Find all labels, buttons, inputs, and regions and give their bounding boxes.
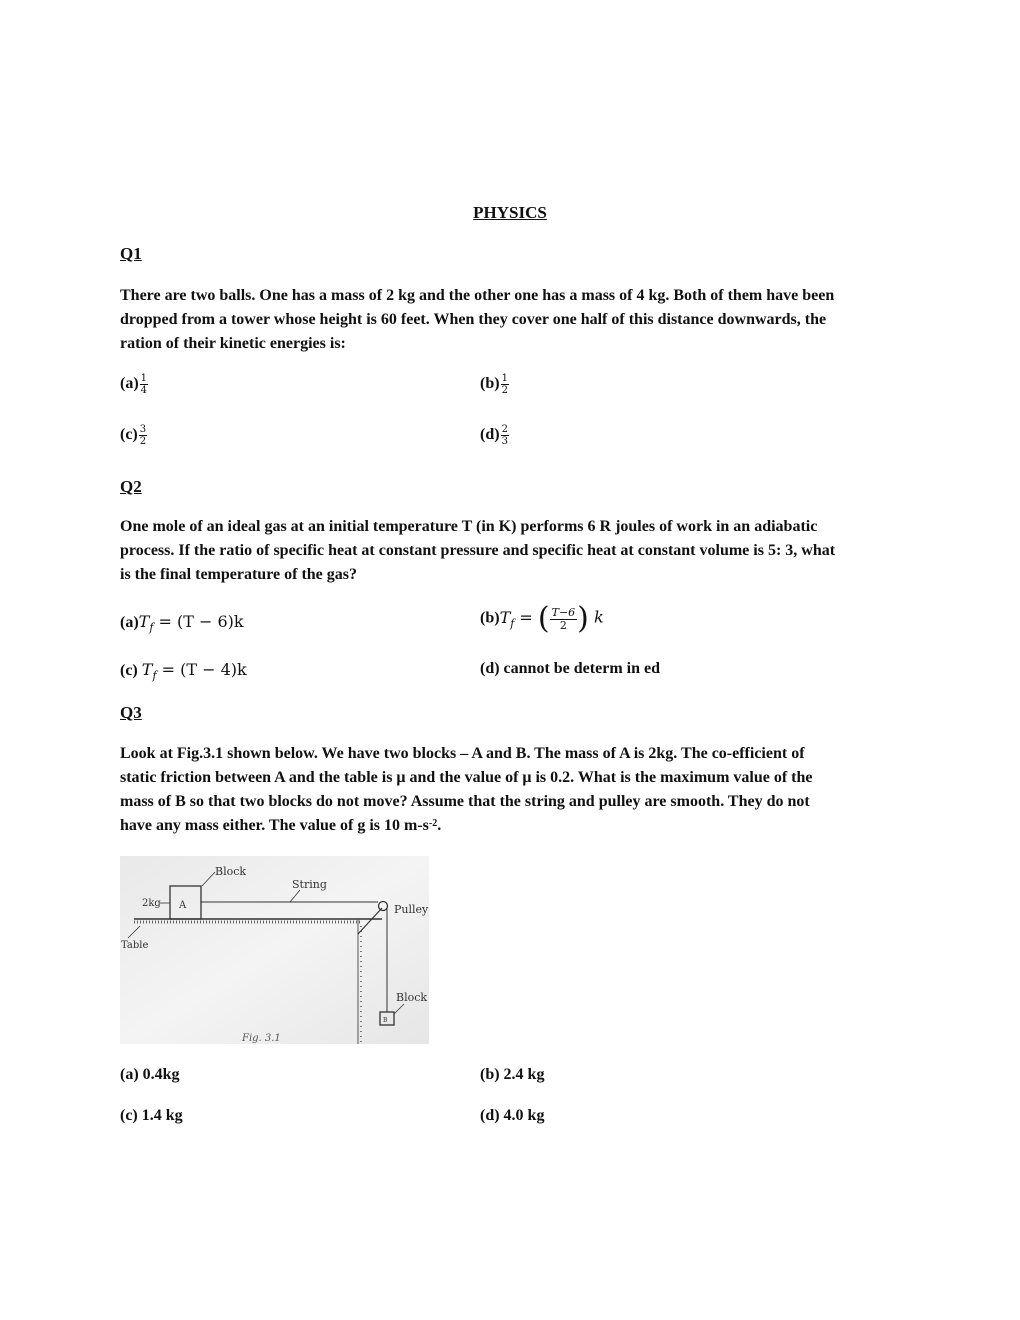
q1-option-d (480, 424, 509, 447)
q2-option-c (120, 660, 247, 682)
formula: $T_f = (T - 6)k$ (138, 612, 244, 635)
q2-text (120, 515, 900, 587)
label-block-b: Block (396, 991, 428, 1004)
q2-line: process. If the ratio of specific heat at constant pressure and specific heat at constant volume is 5: 3, what (120, 542, 836, 559)
label-table: Table (121, 940, 149, 951)
q3-line: Look at Fig.3.1 shown below. We have two blocks – A and B. The mass of A is 2kg. The co-efficient of (120, 745, 805, 762)
block-a-label: A (179, 900, 187, 911)
figure-caption: Fig. 3.1 (242, 1033, 281, 1044)
option-label: (a) (120, 375, 139, 393)
q2-heading: Q2 (120, 477, 142, 496)
q3-option-c: (c) 1.4 kg (120, 1107, 183, 1124)
q3-line: static friction between A and the table is μ and the value of μ is 0.2. What is the maximum value of the (120, 769, 813, 786)
option-label: (c) (120, 662, 142, 679)
formula: $T_f$ = (499, 607, 538, 630)
q3-option-d: (d) 4.0 kg (480, 1107, 545, 1124)
q1-line: ration of their kinetic energies is: (120, 335, 346, 352)
fraction: $\frac{1}{4}$ (140, 373, 148, 396)
block-b-letter: B (383, 1017, 388, 1024)
option-label: (d) (480, 426, 500, 444)
q3-option-a: (a) 0.4kg (120, 1066, 180, 1083)
q2-option-a (120, 612, 244, 634)
figure-3-1 (120, 856, 429, 1044)
label-pulley: Pulley (394, 903, 429, 916)
label-string: String (292, 878, 327, 891)
q3-text (120, 742, 900, 838)
q1-option-a (120, 373, 148, 396)
q2-line: One mole of an ideal gas at an initial temperature T (in K) performs 6 R joules of work in an adiabatic (120, 518, 818, 535)
figure-background (120, 856, 429, 1044)
q3-line: have any mass either. The value of g is 10 $m-s^{-2}$. (120, 817, 442, 834)
q1-heading: Q1 (120, 244, 142, 263)
q1-line: There are two balls. One has a mass of 2 kg and the other one has a mass of 4 kg. Both of them have been (120, 287, 835, 304)
q1-line: dropped from a tower whose height is 60 feet. When they cover one half of this distance downwards, the (120, 311, 827, 328)
q1-text (120, 284, 900, 356)
q3-option-b: (b) 2.4 kg (480, 1066, 545, 1083)
q1-option-c (120, 424, 147, 447)
q2-option-b: $(b)T_f$ = ( $\frac{T-6}{2}$ ) k (480, 601, 604, 636)
fraction: $\frac{1}{2}$ (501, 373, 508, 396)
option-label: (b) (480, 375, 500, 393)
q3-heading: Q3 (120, 703, 142, 722)
fraction: $\frac{2}{3}$ (501, 424, 508, 447)
fraction: $\frac{T-6}{2}$ (551, 605, 576, 632)
fraction: $\frac{3}{2}$ (139, 424, 147, 447)
option-label: (a) (120, 614, 139, 631)
option-label: (c) (120, 426, 138, 444)
label-block: Block (215, 865, 247, 878)
page-title: PHYSICS (473, 203, 547, 222)
q2-line: is the final temperature of the gas? (120, 566, 357, 583)
formula: $T_f = (T - 4)k$ (141, 660, 247, 683)
label-mass: 2kg (142, 898, 161, 909)
q2-option-d: (d) cannot be determ in ed (480, 660, 660, 677)
q3-line: mass of B so that two blocks do not move? Assume that the string and pulley are smooth. They do not (120, 793, 810, 810)
q1-option-b (480, 373, 509, 396)
option-label: (b) (480, 609, 500, 627)
